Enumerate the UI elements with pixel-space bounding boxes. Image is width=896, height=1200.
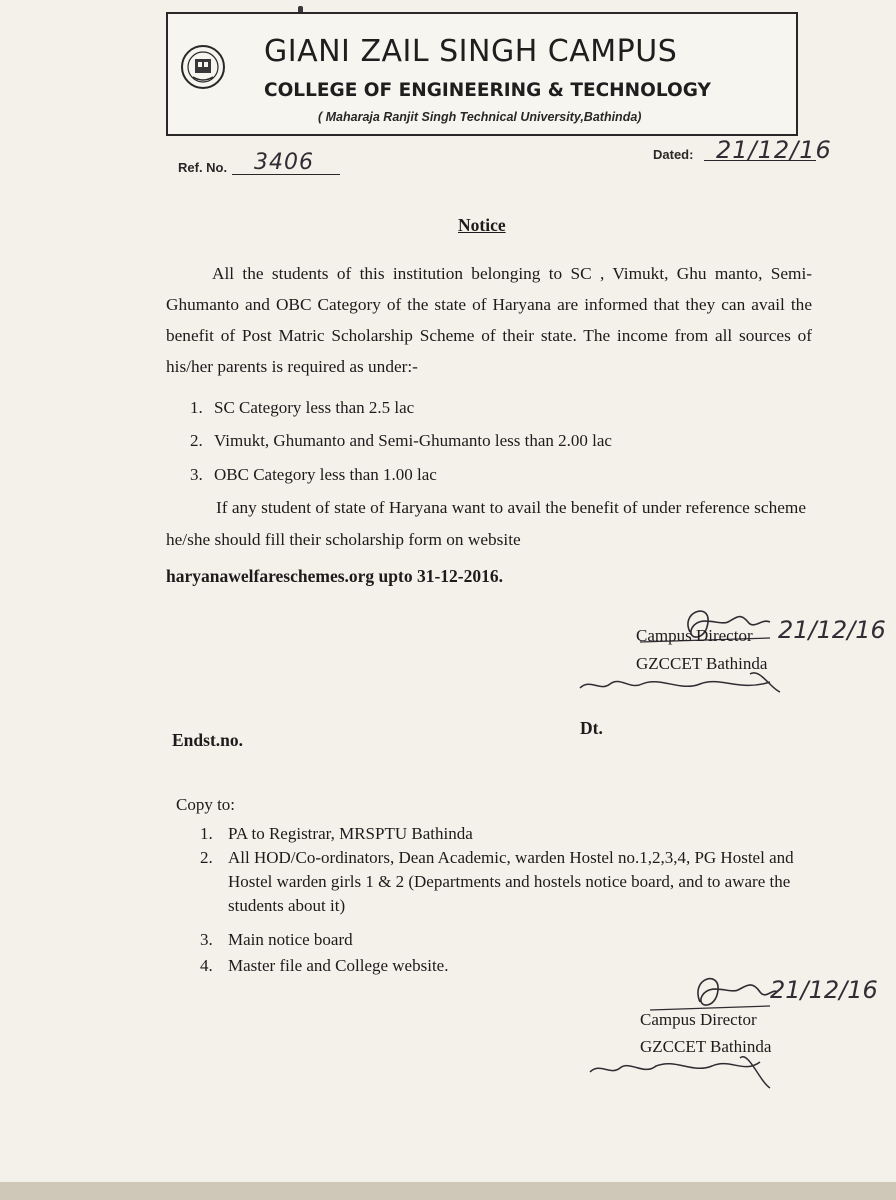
letterhead [166,12,798,136]
ref-number: 3406 [254,150,314,175]
endst-label: Endst.no. [172,730,244,750]
university-seal-icon [180,44,226,90]
signatory-title: Campus Director [640,1010,757,1029]
signatory-place: GZCCET Bathinda [640,1037,772,1056]
notice-title: Notice [458,215,506,235]
signature-date: 21/12/16 [770,976,878,1004]
ref-label: Ref. No. [178,160,228,175]
dated-label: Dated: [653,147,694,162]
website-deadline: haryanawelfareschemes.org upto 31-12-2016. [166,566,503,586]
college-name: COLLEGE OF ENGINEERING & TECHNOLOGY [264,80,711,101]
institution-name: GIANI ZAIL SINGH CAMPUS [264,34,678,69]
list-item: 2. Vimukt, Ghumanto and Semi-Ghumanto less than 2.00 lac [190,431,612,450]
dt-label: Dt. [580,718,603,738]
signatory-place: GZCCET Bathinda [636,654,768,673]
signatory-title: Campus Director [636,626,753,645]
list-item: 1. SC Category less than 2.5 lac [190,398,415,417]
copy-to-label: Copy to: [176,795,236,814]
notice-page: GIANI ZAIL SINGH CAMPUS COLLEGE OF ENGINEERING & TECHNOLOGY ( Maharaja Ranjit Singh Technical University,Bathinda) Ref. No. 3406 Dated: 21/12/16 Notice All the students of this institution belonging to SC , Vimukt, Ghu manto, Semi-Ghumanto and OBC Category of the state of Haryana are informed that they can avail the benefit of Post Matric Scholarship Scheme of their state. The income from all sources of his/her parents is required as under:- 1. SC Category less than 2.5 lac 2. Vimukt, Ghumanto and Semi-Ghumanto less than 2.00 lac 3. OBC Category less than 1.00 lac If any student of state of Haryana want to avail the benefit of under reference scheme he/she should fill their scholarship form on website haryanawelfareschemes.org upto 31-12-2016. Campus Director GZCCET Bathinda 21/12/16 Endst.no. Dt. Copy to: 1. PA to Registrar, MRSPTU Bathinda 2. All HOD/Co-ordinators, Dean Academic, warden Hostel no.1,2,3,4, PG Hostel and Hostel warden girls 1 & 2 (Departments and hostels notice board, and to aware the students about it) 3. Main notice board 4. Master file and College website. Campus Director GZCCET Bathinda 21/12/16 [0,0,896,1200]
university-name: ( Maharaja Ranjit Singh Technical University,Bathinda) [318,110,642,124]
notice-instruction: If any student of state of Haryana want to avail the benefit of under reference scheme he/she should fill their scholarship form on website [166,498,806,549]
signature-date: 21/12/16 [778,616,886,644]
list-item: 3. OBC Category less than 1.00 lac [190,465,437,484]
notice-intro: All the students of this institution belonging to SC , Vimukt, Ghu manto, Semi-Ghumanto and OBC Category of the state of Haryana are informed that they can avail the benefit of Post Matric Scholarship Scheme of their state. The income from all sources of his/her parents is required as under:- [166,264,812,376]
scan-edge [0,1182,896,1200]
notice-date: 21/12/16 [716,136,832,164]
